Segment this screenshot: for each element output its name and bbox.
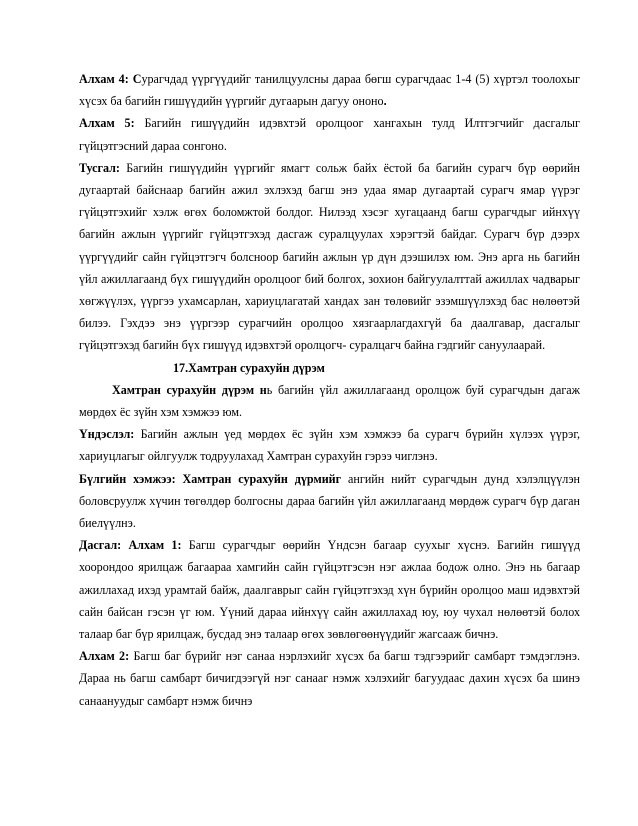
reflection-text: Багийн гишүүдийн үүргийг ямагт сольж байх ёстой ба багийн сурагч бүр өөрийн дугаартай байснаар багийн ажил эхлэхэд багш энэ удаа ямар дугаартай сурагч ямар үүрэг гүйцэтгэхийг хэлж өгөх боломжтой болдог. Нилээд хэсэг хугацаанд багш сурагчдыг ийнхүү багийн ажлын үүргийг гүйцэтгэхэд дасгаж суралцуулах хэрэгтэй байдаг. Сурагч бүр дээрх үүргүүдийг сайн гүйцэтгэгч болсноор багийн ажлын үр дүн дээшилэх юм. Энэ арга нь багийн үйл ажиллагаанд бүх гишүүдийн оролцоог бий болгох, зохион байгуулалттай ажиллах чадварыг хөгжүүлэх, үүргээ ухамсарлан, хариуцлагатай хандах зан төлөвийг эзэмшүүлэхэд бас нөлөөтэй билээ. Гэхдээ энэ үүргээр сурагчийн оролцоо хязгаарлагдахгүй ба даалгавар, дасгалыг гүйцэтгэхэд багийн бүх гишүүд идэвхтэй оролцогч- суралцагч байна гэдгийг сануулаарай. xyxy=(79,160,580,353)
section-heading: 17.Хамтран сурахуйн дүрэм xyxy=(173,360,325,375)
paragraph-step-4 xyxy=(79,68,580,112)
paragraph-exercise-step-1 xyxy=(79,534,580,645)
paragraph-rules-definition xyxy=(79,379,580,423)
exercise-step-1-text: Багш сурагчдыг өөрийн Үндсэн багаар суухыг хүснэ. Багийн гишүүд хоорондоо ярилцаж багаараа хамгийн сайн гүйцэтгэсэн нэг ажлаа бодож олно. Энэ нь багаар ажиллахад ихэд урамтай байж, даалгаврыг сайн гүйцэтгэхэд хүн бүрийн оролцоо маш идэвхтэй сайн байсан гэсэн үг юм. Үүний дараа ийнхүү сайн ажиллахад юу, юу чухал нөлөөтэй болох талаар баг бүр ярилцаж, бусдад энэ талаар өгөх зөвлөгөөнүүдийг жагсааж бичнэ. xyxy=(79,538,580,642)
step-5-label: Алхам 5: xyxy=(79,116,135,131)
group-size-text: ангийн нийт сурагчдын дунд хэлэлцүүлэн боловсруулж хүчин төгөлдөр болгосны дараа багийн үйл ажиллагаанд мөрдөж сурагч бүр даган биелүүлнэ. xyxy=(79,471,580,531)
step-4-text: урагчдад үүргүүдийг танилцуулсны дараа бөгш сурагчдаас 1-4 (5) хүртэл тоолохыг хүсэх ба багийн гишүүдийн үүргийг дугаарын дагуу ононо xyxy=(79,72,580,109)
reflection-label: Тусгал: xyxy=(79,160,120,175)
rules-definition-text: ь багийн үйл ажиллагаанд оролцож буй сурагчдын дагаж мөрдөх ёс зүйн хэм хэмжээ юм. xyxy=(79,382,580,420)
paragraph-reflection xyxy=(79,157,580,357)
step-4-label: Алхам 4: С xyxy=(79,72,142,86)
rules-definition-label: Хамтран сурахуйн дүрэм н xyxy=(112,382,267,397)
paragraph-rationale xyxy=(79,423,580,467)
group-size-label: Бүлгийн хэмжээ: Хамтран сурахуйн дүрмийг xyxy=(79,471,342,486)
rationale-text: Багийн ажлын үед мөрдөх ёс зүйн хэм хэмжээ ба сурагч бүрийн хүлээх үүрэг, хариуцлагыг ойлгуулж тодруулахад Хамтран сурахуйн гэрээ чиглэнэ. xyxy=(79,427,580,464)
exercise-step-2-text: Багш баг бүрийг нэг санаа нэрлэхийг хүсэх ба багш тэдгээрийг самбарт тэмдэглэнэ. Дараа нь багш самбарт бичигдээгүй нэг санааг нэмж хэлэхийг багуудаас дахин хүсэх ба шинэ санаануудыг самбарт нэмж бичнэ xyxy=(79,649,580,708)
step-5-text: Багийн гишүүдийн идэвхтэй оролцоог хангахын тулд Илтгэгчийг дасгалыг гүйцэтгэсний дараа сонгоно. xyxy=(79,116,580,153)
exercise-step-1-label: Дасгал: Алхам 1: xyxy=(79,538,182,553)
paragraph-group-size xyxy=(79,468,580,535)
exercise-step-2-label: Алхам 2: xyxy=(79,649,130,664)
paragraph-step-5 xyxy=(79,112,580,156)
rationale-label: Үндэслэл: xyxy=(79,427,135,442)
step-4-period: . xyxy=(383,94,387,109)
paragraph-exercise-step-2 xyxy=(79,645,580,712)
